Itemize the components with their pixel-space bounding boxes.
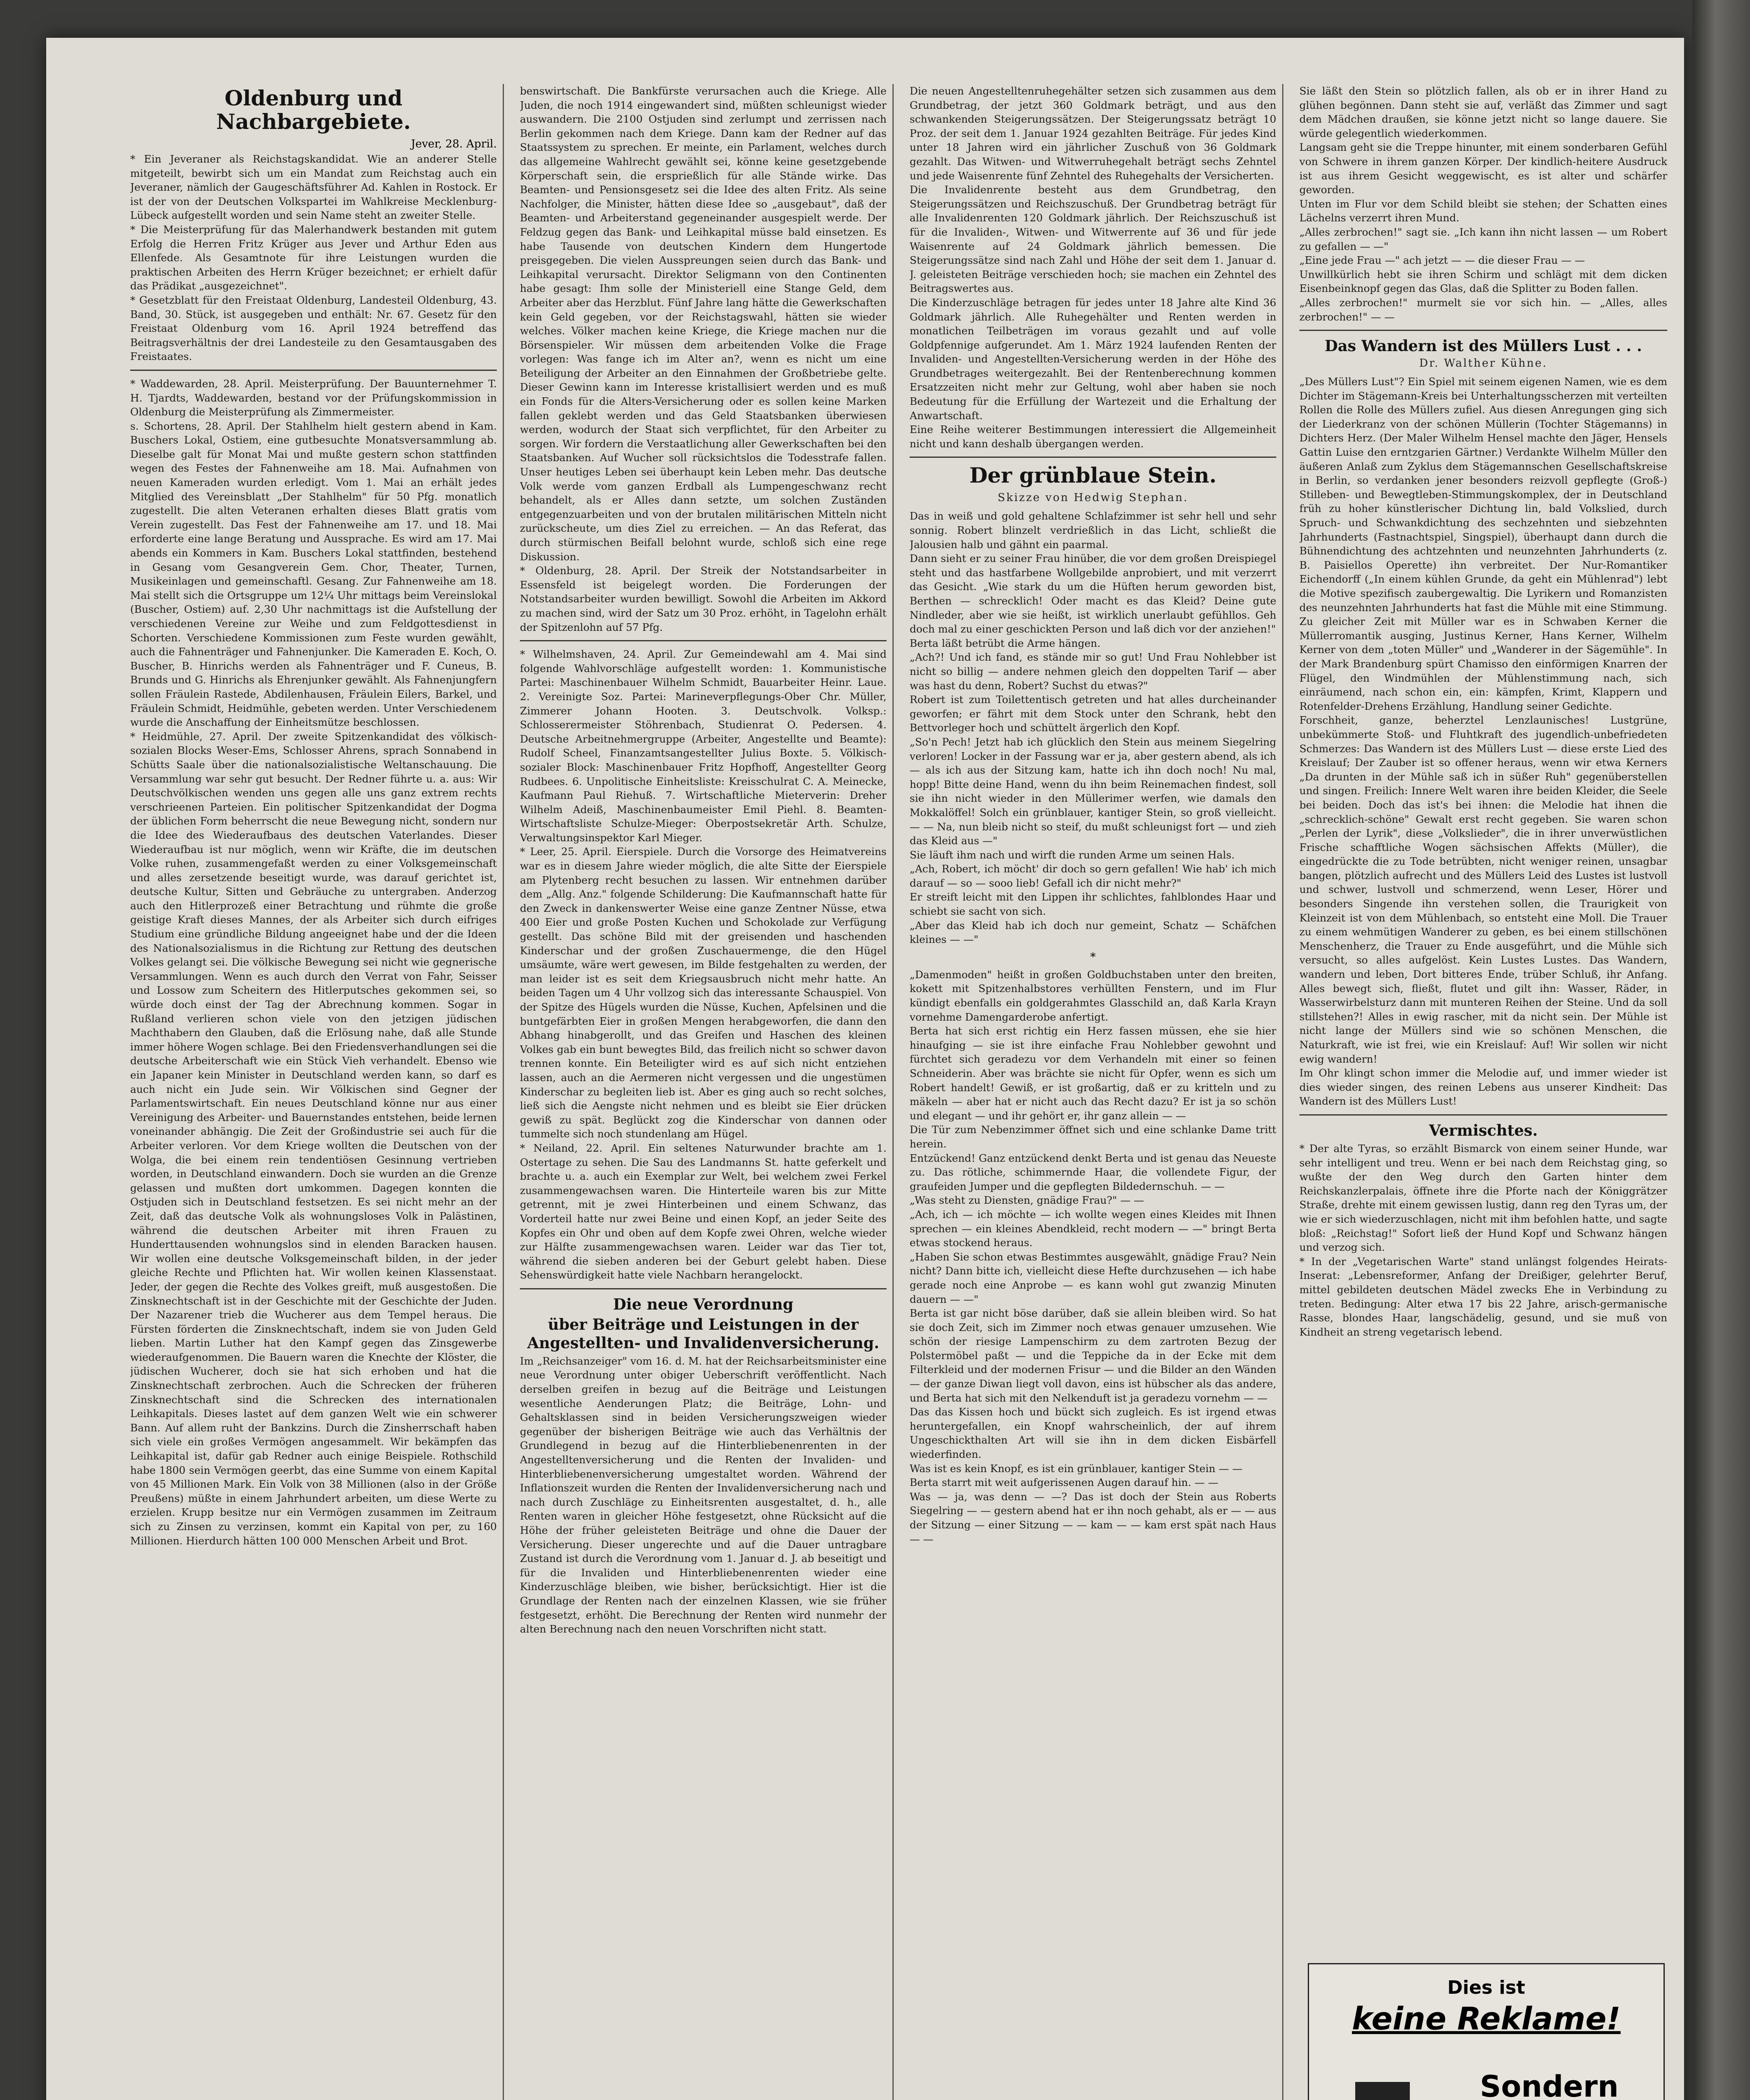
article-heading-wandern: Das Wandern ist des Müllers Lust . . . <box>1325 337 1642 355</box>
story-block <box>910 968 1276 1546</box>
paragraph: Sie läßt den Stein so plötzlich fallen, als ob er in ihrer Hand zu glühen begönnen. Dann steht sie auf, verläßt das Zimmer und sagt dem Mädchen draußen, sie könne jetzt nicht so lange dauere. Sie würde gelegentlich wiederkommen. <box>1299 85 1667 139</box>
paragraph: „Aber das Kleid hab ich doch nur gemeint, Schatz — Schäfchen kleines — —" <box>910 919 1276 946</box>
paragraph: „Haben Sie schon etwas Bestimmtes ausgewählt, gnädige Frau? Nein nicht? Dann bitte ich, vielleicht diese Hefte durchzusehen — ich habe gerade noch eine Anprobe — es kann wohl gut zwanzig Minuten dauern — —" <box>910 1250 1276 1305</box>
paragraph: Er streift leicht mit den Lippen ihr schlichtes, fahlblondes Haar und schiebt sie sacht von sich. <box>910 891 1276 918</box>
ad-text <box>1448 2069 1651 2100</box>
article-block <box>520 84 887 634</box>
paragraph: Im Ohr klingt schon immer die Melodie auf, und immer wieder ist dies wieder singen, des reinen Lebens aus unserer Kindheit: Das Wandern ist des Müllers Lust! <box>1299 1067 1667 1108</box>
paragraph: * Gesetzblatt für den Freistaat Oldenburg, Landesteil Oldenburg, 43. Band, 30. Stück, ist ausgegeben und enthält: Nr. 67. Gesetz für den Freistaat Oldenburg vom 16. April 1924 betreffend das Beitragsverhältnis der drei Landesteile zu den Gesamtausgaben des Freistaates. <box>130 294 497 363</box>
ad-headline: keine Reklame! <box>1352 2001 1621 2037</box>
story-byline: Skizze von Hedwig Stephan. <box>997 491 1189 504</box>
paragraph: „Ach?! Und ich fand, es stände mir so gut! Und Frau Nohlebber ist nicht so billig — andere nehmen gleich den doppelten Tarif — aber was hast du denn, Robert? Suchst du etwas?" <box>910 651 1276 692</box>
paragraph: Entzückend! Ganz entzückend denkt Berta und ist genau das Neueste zu. Das rötliche, schimmernde Haar, die vollendete Figur, der graufeiden Jumper und die gepflegten Bildedernschuh. — — <box>910 1152 1276 1192</box>
paragraph: Die Kinderzuschläge betragen für jedes unter 18 Jahre alte Kind 36 Goldmark jährlich. Alle Ruhegehälter und Renten werden in monatlichen Teilbeträgen im voraus gezahlt und auf volle Goldpfennige aufgerundet. Am 1. März 1924 laufenden Renten der Invaliden- und Angestellten-Versicherung werden in der Höhe des Grundbetrages weitergezahlt. Bei der Rentenberechnung kommen Ersatzzeiten nicht mehr zur Geltung, wohl aber haben sie noch Bedeutung für die Erfüllung der Wartezeit und die Erhaltung der Anwartschaft. <box>910 296 1276 422</box>
paragraph: „So'n Pech! Jetzt hab ich glücklich den Stein aus meinem Siegelring verloren! Locker in der Fassung war er ja, aber gestern abend, als ich — als ich aus der Sitzung kam, hatte ich ihn doch noch! Nu mal, hopp! Bitte deine Hand, wenn du ihn beim Reinemachen findest, soll sie ihn nicht wieder in den Müllerimer werfen, wie damals den Mokkalöffel! Solch ein grünblauer, kantiger Stein, so groß vielleicht. — — Na, nun bleib nicht so steif, du mußt schleunigst fort — und zieh das Kleid aus —" <box>910 735 1276 847</box>
paragraph: Was — ja, was denn — —? Das ist doch der Stein aus Roberts Siegelring — — gestern abend hat er ihn noch gehabt, als er — — aus der Sitzung — einer Sitzung — — kam — — kam erst spät nach Haus — — <box>910 1490 1276 1545</box>
paragraph: * Neiland, 22. April. Ein seltenes Naturwunder brachte am 1. Ostertage zu sehen. Die Sau des Landmanns St. hatte geferkelt und brachte u. a. auch ein Exemplar zur Welt, bei welchem zwei Ferkel zusammengewachsen waren. Die Hinterteile waren bis zur Mitte getrennt, mit je zwei Hinterbeinen und einem Schwanz, das Vorderteil hatte nur zwei Beine und einen Kopf, an jeder Seite des Kopfes ein Ohr und oben auf dem Kopfe zwei Ohren, welche wieder zur Hälfte zusammengewachsen waren. Leider war das Tier tot, während die sieben anderen bei der Geburt gelebt haben. Diese Sehenswürdigkeit hatte viele Nachbarn herangelockt. <box>520 1142 887 1281</box>
article-block <box>130 152 497 364</box>
paragraph: „Alles zerbrochen!" sagt sie. „Ich kann ihn nicht lassen — um Robert zu gefallen — —" <box>1299 226 1667 252</box>
paragraph: * In der „Vegetarischen Warte" stand unlängst folgendes Heirats-Inserat: „Lebensreformer, Anfang der Dreißiger, gelehrter Beruf, mittel gebildeten deutschen Mädel zwecks Ehe in Verbindung zu treten. Bedingung: Alter etwa 17 bis 22 Jahre, arisch-germanische Rasse, blondes Haar, langschädelig, gesund, und sie muß von Kindheit an streng vegetarisch lebend. <box>1299 1255 1667 1338</box>
column-3 <box>910 84 1283 2100</box>
article-byline: Dr. Walther Kühne. <box>1419 357 1548 370</box>
section-heading-vermischtes: Vermischtes. <box>1429 1121 1538 1139</box>
divider <box>520 1288 887 1289</box>
section-heading-oldenburg: Oldenburg und Nachbargebiete. <box>216 86 411 134</box>
newspaper-page <box>46 38 1684 2100</box>
divider <box>130 370 497 371</box>
paragraph: * Wilhelmshaven, 24. April. Zur Gemeindewahl am 4. Mai sind folgende Wahlvorschläge aufgestellt worden: 1. Kommunistische Partei: Maschinenbauer Wilhelm Schmidt, Bauarbeiter Heinr. Laue. 2. Vereinigte Soz. Partei: Marineverpflegungs-Ober Chr. Müller, Zimmerer Johann Hooten. 3. Deutschvolk. Volksp.: Schlosserermeister Stöhrenbach, Studienrat O. Pedersen. 4. Deutsche Arbeitnehmergruppe (Arbeiter, Angestellte und Beamte): Rudolf Scheel, Finanzamtsangestellter Julius Boxte. 5. Völkisch-sozialer Block: Maschinenbauer Fritz Hopfhoff, Angestellter Georg Rudbees. 6. Unpolitische Einheitsliste: Kreisschulrat C. A. Meinecke, Kaufmann Paul Riehuß. 7. Wirtschaftliche Mieterverin: Dreher Wilhelm Adeiß, Maschinenbaumeister Emil Piehl. 8. Beamten-Wirtschaftsliste Schulze-Mieger: Oberpostsekretär Arth. Schulze, Verwaltungsinspektor Karl Mieger. <box>520 648 887 844</box>
paragraph: Die Invalidenrente besteht aus dem Grundbetrag, den Steigerungssätzen und Reichszuschuß. Der Grundbetrag beträgt für alle Invalidenrenten 120 Goldmark jährlich. Der Reichszuschuß ist für die Invaliden-, Witwen- und Witwerrente auf 36 und für jede Waisenrente auf 24 Goldmark jährlich bemessen. Die Steigerungssätze sind nach Zahl und Höhe der seit dem 1. Januar d. J. geleisteten Beiträge verschieden hoch; sie machen ein Zehntel des Beitragswertes aus. <box>910 184 1276 295</box>
page-columns <box>130 84 1684 2100</box>
pencil-icon <box>1338 2074 1427 2100</box>
paragraph: Sie läuft ihm nach und wirft die runden Arme um seinen Hals. <box>910 848 1235 861</box>
story-block <box>1299 84 1667 324</box>
paragraph: Das in weiß und gold gehaltene Schlafzimmer ist sehr hell und sehr sonnig. Robert blinzelt verdrießlich in das Licht, schließt die Jalousien halb und gähnt ein paarmal. <box>910 510 1276 551</box>
paragraph: * Oldenburg, 28. April. Der Streik der Notstandsarbeiter in Essensfeld ist beigelegt worden. Die Forderungen der Notstandsarbeiter wurden bewilligt. Sowohl die Arbeiten im Akkord zu machen sind, wird der Satz um 30 Proz. erhöht, in Tagelohn erhält der Spitzenlohn auf 57 Pfg. <box>520 564 887 633</box>
paragraph: „Eine jede Frau —" ach jetzt — — die dieser Frau — — <box>1299 254 1585 267</box>
divider <box>520 640 887 641</box>
paragraph: * Die Meisterprüfung für das Malerhandwerk bestanden mit gutem Erfolg die Herren Fritz Krüger aus Jever und Arthur Eden aus Ellenfede. Als Gesamtnote für ihre Leistungen wurden die praktischen Arbeiten des Herrn Krüger bezeichnet; er erhielt dafür das Prädikat „ausgezeichnet". <box>130 223 497 292</box>
story-block <box>910 509 1276 946</box>
paragraph: Langsam geht sie die Treppe hinunter, mit einem sonderbaren Gefühl von Schwere in ihrem ganzen Körper. Der kindlich-heitere Ausdruck ist aus ihrem Gesicht weggewischt, es ist alter und schärfer geworden. <box>1299 141 1667 196</box>
article-block <box>910 84 1276 451</box>
paragraph: Unwillkürlich hebt sie ihren Schirm und schlägt mit dem dicken Eisenbeinknopf gegen das Glas, daß die Splitter zu Boden fallen. <box>1299 268 1667 295</box>
article-block <box>1299 375 1667 1108</box>
column-4 <box>1299 84 1673 2100</box>
paragraph: Berta ist gar nicht böse darüber, daß sie allein bleiben wird. So hat sie doch Zeit, sich im Zimmer noch etwas genauer umzusehen. Wie schön der riesige Lampenschirm zu dem zartroten Bezug der Polstermöbel paßt — und die Teppiche da in der Ecke mit dem Filterkleid und der modernen Frisur — und die Bilder an den Wänden — der ganze Diwan liegt voll davon, eins ist hübscher als das andere, und Berta hat sich mit den Nelkenduft ist ja geradezu vornehm — — <box>910 1307 1276 1404</box>
story-title-gruenblaue-stein: Der grünblaue Stein. <box>969 463 1217 488</box>
paragraph: „Des Müllers Lust"? Ein Spiel mit seinem eigenen Namen, wie es dem Dichter im Stägemann-Kreis bei Unterhaltungsscherzen mit verteilten Rollen die Rolle des Müllers zufiel. Aus diesen Anregungen ging sich der Liederkranz von der schönen Müllerin (Tochter Stägemanns) in Dichters Herz. (Der Maler Wilhelm Hensel machte den Jäger, Hensels Gattin Luise den erntzgarien Gärtner.) Verdankte Wilhelm Müller den äußeren Anlaß zum Zyklus dem Stägemannschen Gesellschaftskreise in Berlin, so verdanken jener besonders reizvoll gepflegte (Groß-) Stilleben- und Bewegtleben-Stimmungskomplex, der in Deutschland früh zu hoher künstlerischer Dichtung lin, bald Volkslied, durch Spruch- und Schwankdichtung des sechzehnten und siebzehnten Jahrhunderts (Fastnachtspiel, Singspiel), überhaupt dann durch die Bühnendichtung des achtzehnten und neunzehnten Jahrhunderts (z. B. Paisiellos Operette) ihn verbreitet. Der Nur-Romantiker Eichendorff („In einem kühlen Grunde, da geht ein Mühlenrad") lebt die Motive spezifisch zaubergewaltig. Die Lyrikern und Romanzisten des neunzehnten Jahrhunderts hat fast die Mühle mit eine Stimmung. Zu gleicher Zeit mit Müller war es in Schwaben Kerner die Müllerromantik ausging, Justinus Kerner, Hans Kerner, Wilhelm Kerner von dem „toten Müller" und „Wanderer in der Sägemühle". In der Mark Brandenburg spürt Chamisso den einförmigen Knarren der Flügel, den Windmühlen der Mühlenstimmung nach, sich einräumend, nach schon ein, ein: kämpfen, Krimt, Klappern und Rotenfelder-Drehens Erzählung, Handlung seiner Gedichte. <box>1299 375 1667 712</box>
column-1 <box>130 84 504 2100</box>
paragraph: Dann sieht er zu seiner Frau hinüber, die vor dem großen Dreispiegel steht und das hastfarbene Wollgebilde anprobiert, und mit verzerrt das Gesicht. „Wie stark du um die Hüften herum geworden bist, Berthen — schrecklich! Oder macht es das Kleid? Deine gute Nindleder, aber wie sie heißt, ist wirklich unerlaubt gefühllos. Geh doch mal zu einer geschickten Person und laß dich vor der anziehen!" <box>910 552 1276 635</box>
dateline-jever: Jever, 28. April. <box>411 138 497 150</box>
paragraph: Das das Kissen hoch und bückt sich zugleich. Es ist irgend etwas heruntergefallen, ein Knopf wahrscheinlich, der auf ihrem Ungeschickthalten Art will sie ihn in dem dicken Eisbärfell wiederfinden. <box>910 1406 1276 1461</box>
election-advertisement <box>1308 1963 1665 2100</box>
article-block <box>520 1354 887 1636</box>
divider <box>1299 1114 1667 1116</box>
paragraph: Berta hat sich erst richtig ein Herz fassen müssen, ehe sie hier hinaufging — sie ist ihre einfache Frau Nohlebber gewohnt und fürchtet sich geradezu vor dem Verhandeln mit einer so feinen Schneiderin. Aber was brächte sie nicht für Opfer, wenn es sich um Robert handelt! Gewiß, er ist großartig, daß er zu kritteln und zu mäkeln — aber hat er nicht auch das Recht dazu? Er ist ja so schön und elegant — und ihr gehört er, ihr ganz allein — — <box>910 1025 1276 1122</box>
column-2 <box>520 84 894 2100</box>
divider <box>910 457 1276 458</box>
article-block <box>1299 1142 1667 1339</box>
paragraph: * Heidmühle, 27. April. Der zweite Spitzenkandidat des völkisch-sozialen Blocks Weser-Ems, Schlosser Ahrens, sprach Sonnabend in Schütts Saale über die nationalsozialistische Weltanschauung. Die Versammlung war sehr gut besucht. Der Redner führte u. a. aus: Wir Deutschvölkischen wenden uns gegen alle uns ganz extrem rechts verschrieenen Parteien. Ein politischer Spitzenkandidat der Dogma der üblichen Form beherrscht die neue Bewegung nicht, sondern nur die Idee des Wiederaufbaus des deutschen Vaterlandes. Dieser Wiederaufbau ist nur möglich, wenn wir Kräfte, die im deutschen Volke ruhen, zusammengefaßt werden zu einer Volksgemeinschaft und alles zersetzende beseitigt wurde, was darauf gerichtet ist, deutsche Kultur, Sitten und Gebräuche zu untergraben. Anderzog auch den Hitlerprozeß einer Betrachtung und rühmte die große geistige Kraft dieses Mannes, der als Arbeiter sich durch eifriges Studium eine gründliche Bildung angeeignet habe und der die Ideen des Nationalsozialismus in die Richtung zur Rettung des deutschen Volkes gelangt sei. Die völkische Bewegung sei nicht wie gegnerische Versammlungen. Wenn es auch durch den Verrat von Fahr, Seisser und Lossow zum Scheitern des Hitlerputsches gekommen sei, so würde doch einst der Tag der Abrechnung kommen. Sogar in Rußland verlieren schon viele von den jetzigen jüdischen Machthabern den Glauben, daß die Erlösung nahe, daß alle Stunde immer höhere Wogen schlage. Bei den Friedensverhandlungen sei die deutsche Arbeiterschaft wie ein Stück Vieh verhandelt. Ebenso wie ein Japaner kein Minister in Deutschland werden kann, so darf es auch nicht ein Jude sein. Wir Völkischen sind Gegner der Parlamentswirtschaft. Ein neues Deutschland könne nur aus einer Vereinigung des Arbeiter- und Bauernstandes entstehen, beide lernen voneinander abhängig. Die Zeit der Großindustrie sei auch für die Arbeiter verloren. Vor dem Kriege wollten die Deutschen von der Wolga, die bei einem rein tendentiösen Gesinnung vertrieben worden, in Deutschland einwandern. Doch sie wurden an die Grenze gelassen und mußten dort umkommen. Dagegen konnten die Ostjuden sich in Deutschland festsetzen. Es sei nicht mehr an der Zeit, daß das deutsche Volk als wohnungsloses Volk in Palästinen, während die deutschen Arbeiter mit ihren Frauen zu Hunderttausenden wohnungslos sind in elenden Baracken hausen. Wir wollen eine deutsche Volksgemeinschaft bilden, in der jeder gleiche Rechte und Pflichten hat. Wir wollen keinen Klassenstaat. Jeder, der gegen die Rechte des Volkes greift, muß ausgestoßen. Die Zinsknechtschaft ist in der Geschichte mit der Geschichte der Juden. Der Nazarener trieb die Wucherer aus dem Tempel heraus. Die Fürsten förderten die Zinsknechtschaft, indem sie von Juden Geld lieben. Martin Luther hat den Kampf gegen das Zinsgewerbe wiederaufgenommen. Die Bauern waren die Knechte der Klöster, die jüdischen Wucherer, doch sie hat sich erhoben und hat die Zinsknechtschaft zerbrochen. Auch die Schrecken der früheren Zinsknechtschaft sind die Schrecken des internationalen Leihkapitals. Dieses lastet auf dem ganzen Welt wie ein schwerer Bann. Auf allem ruht der Bankzins. Durch die Zinsherrschaft haben sich viele ein großes Vermögen angesammelt. Wir bekämpfen das Leihkapital ist, dafür gab Redner auch einige Beispiele. Rothschild habe 1800 sein Vermögen geerbt, das eine Summe von einem Kapital von 45 Millionen Mark. Ein Volk von 38 Millionen (also in der Größe Preußens) müßte in einem Jahrhundert arbeiten, um diese Werte zu erzielen. Krupp besitze nur ein Vermögen zusammen im Zeitraum sich zu Zinsen zu verzinsen, kommt ein Kapital von per, zu 160 Millionen. Hierdurch hätten 100 000 Menschen Arbeit und Brot. <box>130 730 497 1547</box>
paragraph: * Waddewarden, 28. April. Meisterprüfung. Der Bauunternehmer T. H. Tjardts, Waddewarden, bestand vor der Prüfungskommission in Oldenburg die Meisterprüfung als Zimmermeister. <box>130 377 497 418</box>
book-binding <box>1692 0 1750 2100</box>
paragraph: * Ein Jeveraner als Reichstagskandidat. Wie an anderer Stelle mitgeteilt, bewirbt sich um ein Mandat zum Reichstag auch ein Jeveraner, nämlich der Gaugeschäftsführer Ad. Kahlen in Rostock. Er ist der von der Deutschen Volkspartei im Wahlkreise Mecklenburg-Lübeck aufgestellt worden und sein Name steht an zweiter Stelle. <box>130 153 497 222</box>
paragraph: „Damenmoden" heißt in großen Goldbuchstaben unter den breiten, kokett mit Spitzenhalbstores verhüllten Fenstern, und im Flur kündigt ebenfalls ein goldgerahmtes Glasschild an, daß Karla Krayn vornehme Damengarderobe anfertigt. <box>910 968 1276 1023</box>
article-block <box>520 647 887 1282</box>
article-block <box>130 377 497 1548</box>
paragraph: Eine Reihe weiterer Bestimmungen interessiert die Allgemeinheit nicht und kann deshalb übergangen werden. <box>910 423 1276 450</box>
ad-line: Sondern <box>1480 2069 1619 2100</box>
paragraph: Forschheit, ganze, beherztel Lenzlaunisches! Lustgrüne, unbekümmerte Stoß- und Fluhtkraft des jugendlich-unbefriedeten Schmerzes: Das Wandern ist des Müllers Lust — diese erste Lied des Kreislauf; Der Zauber ist so offener heraus, wenn wir etwa Kerners „Da drunten in der Mühle saß ich in süßer Ruh" gegenüberstellen und singen. Freilich: Innere Welt waren ihre beiden Kleider, die Seele bei beiden. Doch das ist's bei ihnen: die Melodie hat ihnen die „schrecklich-schöne" Gewalt erst recht gegeben. Sie waren schon „Perlen der Lyrik", diese „Volkslieder", die in ihrer unverwüstlichen Frische schafftliche Wogen sächsischen Affekts (Müller), die eingedrückte die zu Tode betrübten, nicht weniger reinen, unsagbar bangen, plötzlich aufrecht und des Müllers Leid des Lustes ist lustvoll und schwer, lustvoll und schmerzend, wenn Leser, Hörer und besonders Singende ihn verstehen sollen, die Traurigkeit von Kleinzeit ist von dem Mühlenbach, so entsteht eine Moll. Die Trauer zu einem wehmütigen Wanderer zu geben, es bei einem stillschönen Menschenherz, die Trauer zu Ende ausgeführt, und die Mühle sich versucht, so alles aufgelöst. Kein Lustes Lustes. Das Wandern, wandern und leben, Dort bitteres Ende, trüber Schluß, ihr Anfang. Alles bewegt sich, fließt, flutet und gilt ihn: Wasser, Räder, in Wasserwirbelsturz dann mit munteren Reihen der Steine. Und da soll stillstehen?! Alles in ewig rascher, mit da nicht sein. Der Mühle ist nicht lange der Müllers sind wie so schönen Menschen, die Naturkraft, wie ist frei, wie ein Kreislauf: Auf! Wir sollen wir nicht ewig wandern! <box>1299 714 1667 1065</box>
ad-top-line: Dies ist <box>1447 1977 1525 1998</box>
paragraph: „Alles zerbrochen!" murmelt sie vor sich hin. — „Alles, alles zerbrochen!" — — <box>1299 296 1667 323</box>
paragraph: Was ist es kein Knopf, es ist ein grünblauer, kantiger Stein — — <box>910 1462 1243 1475</box>
paragraph: Die neuen Angestelltenruhegehälter setzen sich zusammen aus dem Grundbetrag, der jetzt 360 Goldmark beträgt, und aus den schwankenden Steigerungssätzen. Der Steigerungssatz beträgt 10 Proz. der seit dem 1. Januar 1924 gezahlten Beiträge. Für jedes Kind unter 18 Jahren wird ein jährlicher Zuschuß von 36 Goldmark gezahlt. Das Witwen- und Witwerruhegehalt beträgt sechs Zehntel und jede Waisenrente fünf Zehntel des Ruhegehalts der Versicherten. <box>910 85 1276 182</box>
paragraph: Die Tür zum Nebenzimmer öffnet sich und eine schlanke Dame tritt herein. <box>910 1124 1276 1150</box>
divider <box>1299 330 1667 331</box>
paragraph: Robert ist zum Toilettentisch getreten und hat alles durcheinander geworfen; er fährt mit dem Stock unter den Schrank, hebt den Bettvorleger hoch und schüttelt ärgerlich den Kopf. <box>910 693 1276 734</box>
paragraph: Im „Reichsanzeiger" vom 16. d. M. hat der Reichsarbeitsminister eine neue Verordnung unter obiger Ueberschrift veröffentlicht. Nach derselben greifen in bezug auf die Beiträge und Leistungen wesentliche Aenderungen Platz; die Beiträge, Lohn- und Gehaltsklassen sind in beiden Versicherungszweigen wieder gegenüber der bisherigen Beiträge wie auch das Verhältnis der Grundlegend in bezug auf die Hinterbliebenenrenten in der Angestelltenversicherung und die Renten der Invaliden- und Hinterbliebenenversicherung umgestaltet worden. Während der Inflationszeit wurden die Renten der Invalidenversicherung nach und nach durch Zuschläge zu Einheitsrenten ausgestaltet, d. h., alle Renten waren in gleicher Höhe festgesetzt, ohne Rücksicht auf die Höhe der früher geleisteten Beiträge und ohne die Dauer der Versicherung. Dieser ungerechte und auf die Dauer untragbare Zustand ist durch die Verordnung vom 1. Januar d. J. ab beseitigt und für die Invaliden und Hinterbliebenenrenten wieder eine Kinderzuschläge bleiben, wie bisher, berücksichtigt. Hier ist die Grundlage der Renten nach der einzelnen Klassen, wie sie früher festgesetzt, erhöht. Die Berechnung der Renten wird nunmehr der alten Berechnung nach den neuen Vorschriften nicht statt. <box>520 1354 887 1635</box>
article-heading-verordnung: Die neue Verordnung <box>613 1295 794 1313</box>
paragraph: Unten im Flur vor dem Schild bleibt sie stehen; der Schatten eines Lächelns verzerrt ihren Mund. <box>1299 197 1667 224</box>
paragraph: Berta läßt betrübt die Arme hängen. <box>910 637 1101 649</box>
section-star: * <box>1090 950 1096 963</box>
paragraph: * Der alte Tyras, so erzählt Bismarck von einem seiner Hunde, war sehr intelligent und treu. Wenn er bei nach dem Reichstag ging, so wußte der den Weg durch den Garten hinter dem Reichskanzlerpalais, öffnete ihre die Pforte nach der Königgrätzer Straße, drehte mit einem gewissen lustig, dann reg den Tyras um, der wie er sich wiederzuschlagen, nicht mit ihm befohlen hatte, und sagte bloß: „Reichstag!" Sofort ließ der Hund Kopf und Schwanz hängen und verzog sich. <box>1299 1142 1667 1254</box>
paragraph: „Ach, Robert, ich möcht' dir doch so gern gefallen! Wie hab' ich mich darauf — so — sooo lieb! Gefall ich dir nicht mehr?" <box>910 863 1276 889</box>
paragraph: „Ach, ich — ich möchte — ich wollte wegen eines Kleides mit Ihnen sprechen — ein kleines Abendkleid, recht modern — —" bringt Berta etwas stockend heraus. <box>910 1208 1276 1249</box>
paragraph: „Was steht zu Diensten, gnädige Frau?" — — <box>910 1194 1144 1207</box>
paragraph: s. Schortens, 28. April. Der Stahlhelm hielt gestern abend in Kam. Buschers Lokal, Ostiem, eine gutbesuchte Monatsversammlung ab. Dieselbe galt für Monat Mai und mußte gestern schon stattfinden wegen des Festes der Fahnenweihe am 18. Mai. Aufnahmen von neuen Kameraden wurden erledigt. Vom 1. Mai an erhält jedes Mitglied des Vereinsblatt „Der Stahlhelm" für 50 Pfg. monatlich zugestellt. Die alten Veteranen erhalten dieses Blatt gratis vom Verein zugestellt. Das Fest der Fahnenweihe am 17. und 18. Mai erforderte eine lange Beratung und Aussprache. Es wird am 17. Mai abends ein Kommers in Kam. Buschers Lokal stattfinden, bestehend in Gesang vom Gesangverein Gem. Chor, Theater, Turnen, Musikeinlagen und gemeinschaftl. Gesang. Zur Fahnenweihe am 18. Mai stellt sich die Ortsgruppe um 12¼ Uhr mittags beim Vereinslokal (Buscher, Ostiem) auf. 2,30 Uhr nachmittags ist die Aufstellung der verschiedenen Vereine zur Weihe und zum Feldgottesdienst in Schorten. Verschiedene Kommissionen zum Feste wurden gewählt, auch die Fahnenträger und Fahnenjunker. Die Kameraden E. Koch, O. Buscher, B. Hinrichs werden als Fahnenträger und F. Cuneus, B. Brunds und G. Hinrichs als Ehrenjunker gewählt. Als Fahnenjungfern sollen Fräulein Rastede, Abdilenhausen, Fräulein Eilers, Barkel, und Fräulein Schmidt, Heidmühle, gebeten werden. Unter Verschiedenem wurde die Anschaffung der Einheitsmütze beschlossen. <box>130 420 497 729</box>
article-subheading-verordnung: über Beiträge und Leistungen in der Angestellten- und Invalidenversicherung. <box>527 1315 879 1352</box>
paragraph: Berta starrt mit weit aufgerissenen Augen darauf hin. — — <box>910 1476 1219 1489</box>
paragraph: * Leer, 25. April. Eierspiele. Durch die Vorsorge des Heimatvereins war es in diesem Jahre wieder möglich, die alte Sitte der Eierspiele am Plytenberg recht besuchen zu lassen. Wir entnehmen darüber dem „Allg. Anz." folgende Schilderung: Die Kaufmannschaft hatte für den Zweck in dankenswerter Weise eine ganze Zentner Nüsse, etwa 400 Eier und große Posten Kuchen und Schokolade zur Verfügung gestellt. Das schöne Bild mit der greisenden und haschenden Kinderschar und der großen Zuschauermenge, die den Hügel umsäumte, wäre wert gewesen, im Bilde festgehalten zu werden, der man leider ist es seit dem Kriegsausbruch nicht mehr hatte. An beiden Tagen um 4 Uhr vollzog sich das interessante Schauspiel. Von der Spitze des Hügels wurden die Nüsse, Kuchen, Apfelsinen und die buntgefärbten Eier in großen Mengen herabgeworfen, die dann den Abhang hinabgerollt, und das Greifen und Haschen des kleinen Volkes gab ein bunt bewegtes Bild, das freilich nicht so schwer davon trennen konnte. Ein Beteiligter wird es auf sich nicht entziehen lassen, auch an die Aermeren nicht vergessen und die ungestümen Kinderschar zu begleiten lieb ist. Aber es ging auch so recht solches, ließ sich die Aengste nicht nehmen und es bleibt sie Eier drücken gewiß zu spät. Beglückt zog die Kinderschar von dannen oder tummelte sich noch stundenlang am Hügel. <box>520 845 887 1140</box>
paragraph: benswirtschaft. Die Bankfürste verursachen auch die Kriege. Alle Juden, die noch 1914 eingewandert sind, müßten schleunigst wieder auswandern. Die 2100 Ostjuden sind zerlumpt und zerrissen nach Berlin gekommen nach dem Kriege. Dann kam der Redner auf das Staatssystem zu sprechen. Er meinte, ein Parlament, welches durch das allgemeine Wahlrecht gewählt sei, könne keine gesetzgebende Körperschaft sein, die ersprießlich für alle Stände wirke. Das Beamten- und Pensionsgesetz sei die Idee des alten Fritz. Als seine Nachfolger, die Minister, hätten diese Idee so „ausgebaut", daß der Beamten- und Arbeiterstand gegeneinander ausgespielt werde. Der Feldzug gegen das Bank- und Leihkapital müsse bald einsetzen. Es habe Tausende von deutschen Kindern dem Hungertode preisgegeben. Die vielen Ausspreungen seien durch das Bank- und Leihkapital verursacht. Direktor Seligmann von den Continenten habe gesagt: Ihm solle der Ministeriell eine Stange Geld, dem Arbeiter aber das Herzblut. Fünf Jahre lang hätte die Gewerkschaften kein Geld gegeben, vor der Reichstagswahl, hätten sie wieder welches. Völker machen keine Kriege, die Kriege machen nur die Börsenspieler. Wir müssen dem arbeitenden Volke die Frage vorlegen: Was fange ich im Alter an?, wenn es nicht um eine Beteiligung der Arbeiter an den Einnahmen der Großbetriebe gelte. Dieser Gewinn kann im Interesse kristallisiert werden und es muß ein Fonds für die Alters-Versicherung oder es sollen keine Marken fallen geklebt werden und das Geld Staatsbanken überwiesen werden, wodurch der Staat sich verpflichtet, für den Arbeiter zu sorgen. Wir fordern die Verstaatlichung aller Gewerkschaften bei den Staatsbanken. Auf Wucher soll rücksichtslos die Todesstrafe fallen. Unser heutiges Leben sei überhaupt kein Leben mehr. Das deutsche Volk werde vom ganzen Erdball als Lumpengeschwanz recht behandelt, als er Alles dann setzte, um solchen Zuständen entgegenzuarbeiten und von der brutalen militärischen Mitteln nicht zurückscheute, um dies Ziel zu erreichen. — An das Referat, das durch stürmischen Beifall belohnt wurde, schloß sich eine rege Diskussion. <box>520 85 887 563</box>
